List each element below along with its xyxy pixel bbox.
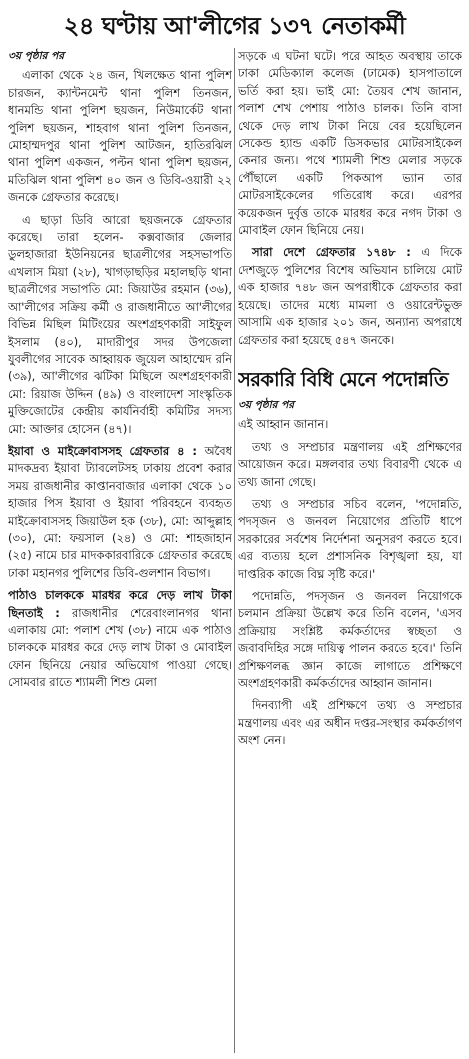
paragraph: সড়কে এ ঘটনা ঘটে। পরে আহত অবস্থায় তাকে ঢাকা মেডিক্যাল কলেজ (ঢামেক) হাসপাতালে ভর্তি করা হয়। ভাই মো: তৈয়ব শেখ জানান, পলাশ শেখ পেশায় পাঠাও চালক। তিনি বাসা থেকে দেড় লাখ টাকা নিয়ে বের হয়েছিলেন সেকেন্ড হ্যান্ড একটি ডিসকভার মোটরসাইকেল কেনার জন্য। পথে শ্যামলী শিশু মেলার সড়কে পৌঁছালে একটি পিকআপ ভ্যান তার মোটরসাইকেলের গতিরোধ করে। এরপর কয়েকজন দুর্বৃত্ত তাকে মারধর করে নগদ টাকা ও মোবাইল ফোন ছিনিয়ে নেয়। [238, 49, 462, 238]
paragraph [8, 587, 232, 691]
paragraph [238, 244, 462, 348]
paragraph-text: অবৈধ মাদকদ্রব্য ইয়াবা ট্যাবলেটসহ ঢাকায় প্রবেশ করার সময় রাজধানীর কাপ্তানবাজার এলাকা থেকে ১০ হাজার পিস ইয়াবা ও ইয়াবা পরিবহনে ব্যবহৃত মাইক্রোবাসসহ জিয়াউল হক (৩৮), মো: আব্দুল্লাহ (৩০), মো: ফয়সাল (২৪) ও মো: শাহজাহান (২৫) নামে চার মাদককারবারিকে গ্রেফতার করেছে ঢাকা মহানগর পুলিশের ডিবি-গুলশান বিভাগ। [8, 443, 232, 580]
paragraph-text: এ দিকে দেশজুড়ে পুলিশের বিশেষ অভিযান চালিয়ে মোট এক হাজার ৭৪৮ জন অপরাধীকে গ্রেফতার করা হয়েছে। তাদের মধ্যে মামলা ও ওয়ারেন্টভুক্ত আসামি এক হাজার ২০১ জন, অন্যান্য অপরাধে গ্রেফতার করা হয়েছে ৫৪৭ জনকে। [238, 245, 462, 347]
paragraph: তথ্য ও সম্প্রচার সচিব বলেন, 'পদোন্নতি, পদসৃজন ও জনবল নিয়োগের প্রতিটি ধাপে সরকারের সর্বশেষ নির্দেশনা অনুসরণ করতে হবে। এর ব্যত্যয় হলে প্রশাসনিক বিশৃঙ্খলা হয়, যা দাপ্তরিক কাজে বিঘ্ন সৃষ্টি করে।' [238, 496, 462, 581]
subhead-yaba-arrest: ইয়াবা ও মাইক্রোবাসসহ গ্রেফতার ৪ : [8, 443, 197, 458]
paragraph: পদোন্নতি, পদসৃজন ও জনবল নিয়োগকে চলমান প্রক্রিয়া উল্লেখ করে তিনি বলেন, 'এসব প্রক্রিয়ায় সংশ্লিষ্ট কর্মকর্তাদের স্বচ্ছতা ও জবাবদিহির সঙ্গে দায়িত্ব পালন করতে হবে।' তিনি প্রশিক্ষণলব্ধ জ্ঞান কাজে লাগাতে প্রশিক্ষণে অংশগ্রহণকারী কর্মকর্তাদের আহ্বান জানান। [238, 588, 462, 690]
paragraph: এই আহ্বান জানান। [238, 417, 329, 432]
paragraph [8, 443, 232, 582]
continuation-marker: ৩য় পৃষ্ঠার পর [238, 398, 295, 411]
left-column [8, 48, 232, 1053]
right-column [238, 48, 462, 1053]
main-headline: ২৪ ঘণ্টায় আ'লীগের ১৩৭ নেতাকর্মী [63, 12, 406, 40]
paragraph: দিনব্যাপী এই প্রশিক্ষণে তথ্য ও সম্প্রচার মন্ত্রণালয় এবং এর অধীন দপ্তর-সংস্থার কর্মকর্তাগণ অংশ নেন। [238, 698, 462, 748]
paragraph-text: রাজধানীর শেরেবাংলানগর থানা এলাকায় মো: পলাশ শেখ (৩৮) নামে এক পাঠাও চালককে মারধর করে দেড় লাখ টাকা ও মোবাইল ফোন ছিনিয়ে নেয়ার অভিযোগ পাওয়া গেছে। সোমবার রাতে শ্যামলী শিশু মেলা [8, 605, 232, 690]
second-story-headline: সরকারি বিধি মেনে পদোন্নতি [238, 367, 449, 391]
subhead-pathao-robbery: পাঠাও চালককে মারধর করে দেড় লাখ টাকা ছিনতাই : [8, 588, 232, 620]
continuation-marker: ৩য় পৃষ্ঠার পর [8, 50, 65, 62]
paragraph: এলাকা থেকে ২৪ জন, খিলক্ষেত থানা পুলিশ চারজন, ক্যান্টনমেন্ট থানা পুলিশ তিনজন, ধানমন্ডি থানা পুলিশ ছয়জন, নিউমার্কেট থানা পুলিশ ছয়জন, শাহবাগ থানা পুলিশ তিনজন, মোহাম্মদপুর থানা পুলিশ আটজন, হাতিরঝিল থানা পুলিশ একজন, পল্টন থানা পুলিশ ছয়জন, মতিঝিল থানা পুলিশ ৪০ জন ও ডিবি-ওয়ারী ২২ জনকে গ্রেফতার করেছে। [8, 68, 232, 205]
paragraph: তথ্য ও সম্প্রচার মন্ত্রণালয় এই প্রশিক্ষণের আয়োজন করে। মঙ্গলবার তথ্য বিবারণী থেকে এ তথ্য জানা গেছে। [238, 439, 462, 489]
paragraph: এ ছাড়া ডিবি আরো ছয়জনকে গ্রেফতার করেছে। তারা হলেন- কক্সবাজার জেলার ডুলহাজারা ইউনিয়নের ছাত্রলীগের সহসভাপতি এখলাস মিয়া (২৮), খাগড়াছড়ির মহালছড়ি থানা ছাত্রলীগের সভাপতি মো: জিয়াউর রহমান (৩৬), আ'লীগের সক্রিয় কর্মী ও রাজধানীতে আ'লীগের বিভিন্ন মিছিল মিটিংয়ের অংশগ্রহণকারী সাইফুল ইসলাম (৪০), মাদারীপুর সদর উপজেলা যুবলীগের সাবেক আহ্বায়ক জুয়েল আহাম্মেদ রনি (৩৯), আ'লীগের ঝটিকা মিছিলে অংশগ্রহণকারী মো: রিয়াজ উদ্দিন (৪৯) ও বাংলাদেশ সাংস্কৃতিক মুক্তিজোটের কেন্দ্রীয় কার্যনির্বাহী কমিটির সদস্য মো: আক্তার হোসেন (৪৭)। [8, 212, 232, 436]
subhead-nationwide-arrest: সারা দেশে গ্রেফতার ১৭৪৮ : [252, 245, 411, 260]
column-divider [234, 48, 235, 1053]
